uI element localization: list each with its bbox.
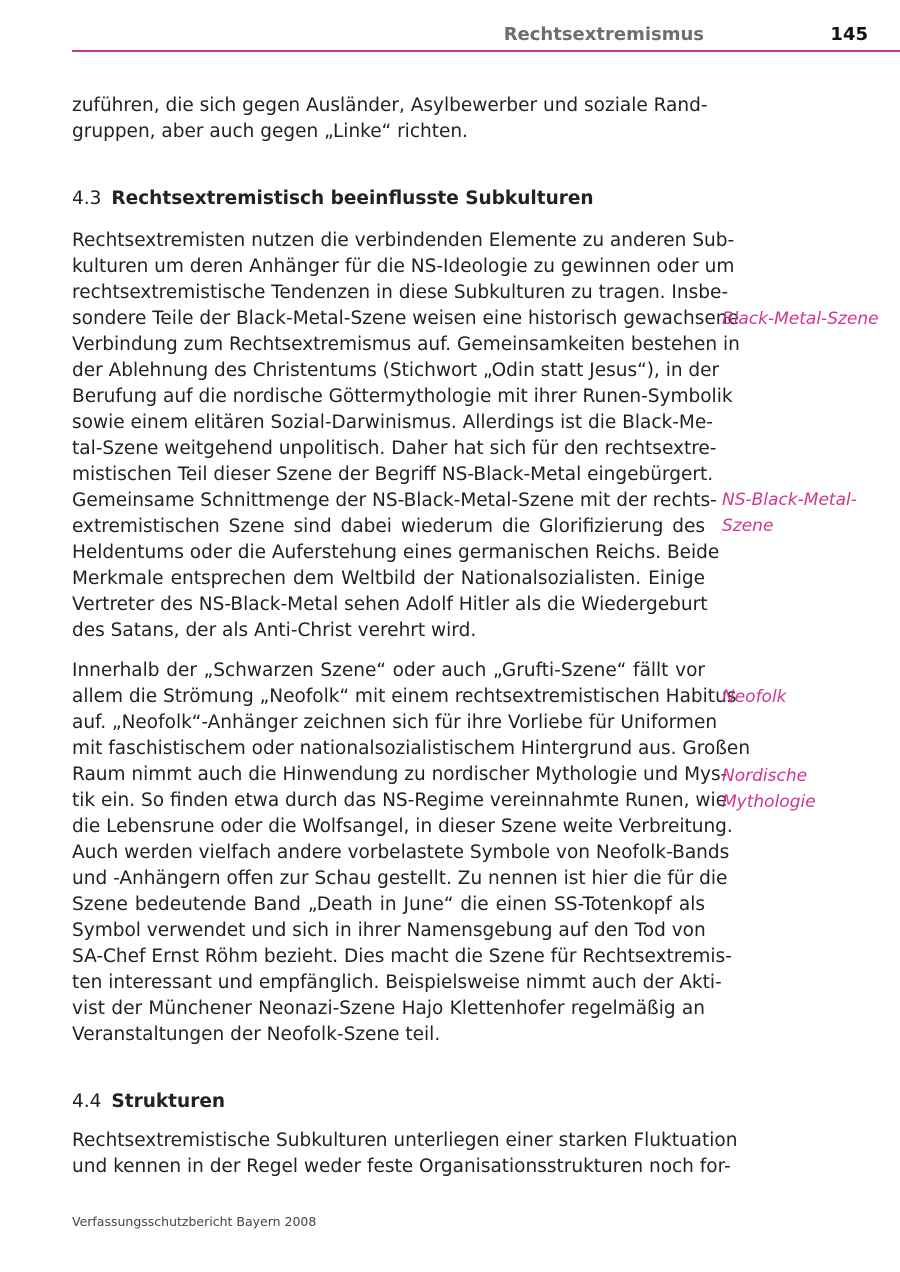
margin-note-text: Szene <box>722 516 774 536</box>
margin-note-text: NS-Black-Metal- <box>722 490 857 510</box>
header-rule <box>72 50 900 52</box>
paragraph-neofolk <box>72 658 751 1048</box>
text-line: rechtsextremistische Tendenzen in diese Subkulturen zu tragen. Insbe- <box>72 282 729 303</box>
margin-note-nordische-mythologie <box>722 763 892 815</box>
text-line: Rechtsextremistische Subkulturen unterliegen einer starken Fluktuation <box>72 1130 738 1151</box>
page-number: 145 <box>830 24 868 45</box>
text-line: Veranstaltungen der Neofolk-Szene teil. <box>72 1024 441 1045</box>
text-line: allem die Strömung „Neofolk“ mit einem rechtsextremistischen Habitus <box>72 686 737 707</box>
text-line: mistischen Teil dieser Szene der Begriff NS-Black-Metal eingebürgert. <box>72 464 714 485</box>
section-number: 4.4 <box>72 1091 102 1112</box>
text-line: Auch werden vielfach andere vorbelastete Symbole von Neofolk-Bands <box>72 842 730 863</box>
paragraph-subkulturen <box>72 228 740 644</box>
text-line: sowie einem elitären Sozial-Darwinismus. Allerdings ist die Black-Me- <box>72 412 713 433</box>
text-line: der Ablehnung des Christentums (Stichwort „Odin statt Jesus“), in der <box>72 360 720 381</box>
text-line: die Lebensrune oder die Wolfsangel, in dieser Szene weite Verbreitung. <box>72 816 733 837</box>
intro-paragraph <box>72 93 708 145</box>
margin-note-neofolk <box>722 684 892 710</box>
margin-note-black-metal <box>722 306 892 332</box>
text-line: Rechtsextremisten nutzen die verbindenden Elemente zu anderen Sub- <box>72 230 735 251</box>
text-line: auf. „Neofolk“-Anhänger zeichnen sich für ihre Vorliebe für Uniformen <box>72 712 718 733</box>
text-line: und kennen in der Regel weder feste Organisationsstrukturen noch for- <box>72 1156 731 1177</box>
text-line: und -Anhängern offen zur Schau gestellt. Zu nennen ist hier die für die <box>72 868 728 889</box>
text-line: Innerhalb der „Schwarzen Szene“ oder auch „Grufti-Szene“ fällt vor <box>72 660 705 681</box>
text-line: ten interessant und empfänglich. Beispielsweise nimmt auch der Akti- <box>72 972 722 993</box>
text-line: Heldentums oder die Auferstehung eines germanischen Reichs. Beide <box>72 542 720 563</box>
paragraph-strukturen <box>72 1128 738 1180</box>
section-heading-4-3 <box>72 188 594 209</box>
running-header-title: Rechtsextremismus <box>503 24 704 45</box>
text-line: kulturen um deren Anhänger für die NS-Ideologie zu gewinnen oder um <box>72 256 735 277</box>
text-line: Vertreter des NS-Black-Metal sehen Adolf Hitler als die Wiedergeburt <box>72 594 708 615</box>
text-line: extremistischen Szene sind dabei wiederum die Glorifizierung des <box>72 516 705 537</box>
margin-note-text: Nordische <box>722 766 808 786</box>
text-line: sondere Teile der Black-Metal-Szene weisen eine historisch gewachsene <box>72 308 739 329</box>
section-number: 4.3 <box>72 188 102 209</box>
margin-note-text: Black-Metal-Szene <box>722 309 879 329</box>
text-line: gruppen, aber auch gegen „Linke“ richten. <box>72 121 468 142</box>
text-line: mit faschistischem oder nationalsozialistischem Hintergrund aus. Großen <box>72 738 751 759</box>
text-line: Merkmale entsprechen dem Weltbild der Nationalsozialisten. Einige <box>72 568 705 589</box>
margin-note-text: Mythologie <box>722 792 816 812</box>
text-line: Gemeinsame Schnittmenge der NS-Black-Metal-Szene mit der rechts- <box>72 490 717 511</box>
text-line: SA-Chef Ernst Röhm bezieht. Dies macht die Szene für Rechtsextremis- <box>72 946 732 967</box>
text-line: Raum nimmt auch die Hinwendung zu nordischer Mythologie und Mys- <box>72 764 728 785</box>
text-line: Berufung auf die nordische Göttermythologie mit ihrer Runen-Symbolik <box>72 386 733 407</box>
section-heading-4-4 <box>72 1091 225 1112</box>
text-line: Szene bedeutende Band „Death in June“ die einen SS-Totenkopf als <box>72 894 705 915</box>
margin-note-ns-black-metal <box>722 487 892 539</box>
text-line: Symbol verwendet und sich in ihrer Namensgebung auf den Tod von <box>72 920 706 941</box>
section-title: Strukturen <box>111 1091 226 1112</box>
page-footer: Verfassungsschutzbericht Bayern 2008 <box>72 1214 317 1229</box>
margin-note-text: Neofolk <box>722 687 787 707</box>
text-line: tik ein. So finden etwa durch das NS-Regime vereinnahmte Runen, wie <box>72 790 727 811</box>
text-line: zuführen, die sich gegen Ausländer, Asylbewerber und soziale Rand- <box>72 95 708 116</box>
text-line: Verbindung zum Rechtsextremismus auf. Gemeinsamkeiten bestehen in <box>72 334 740 355</box>
text-line: vist der Münchener Neonazi-Szene Hajo Klettenhofer regelmäßig an <box>72 998 705 1019</box>
text-line: des Satans, der als Anti-Christ verehrt wird. <box>72 620 477 641</box>
text-line: tal-Szene weitgehend unpolitisch. Daher hat sich für den rechtsextre- <box>72 438 717 459</box>
section-title: Rechtsextremistisch beeinflusste Subkulturen <box>111 188 594 209</box>
